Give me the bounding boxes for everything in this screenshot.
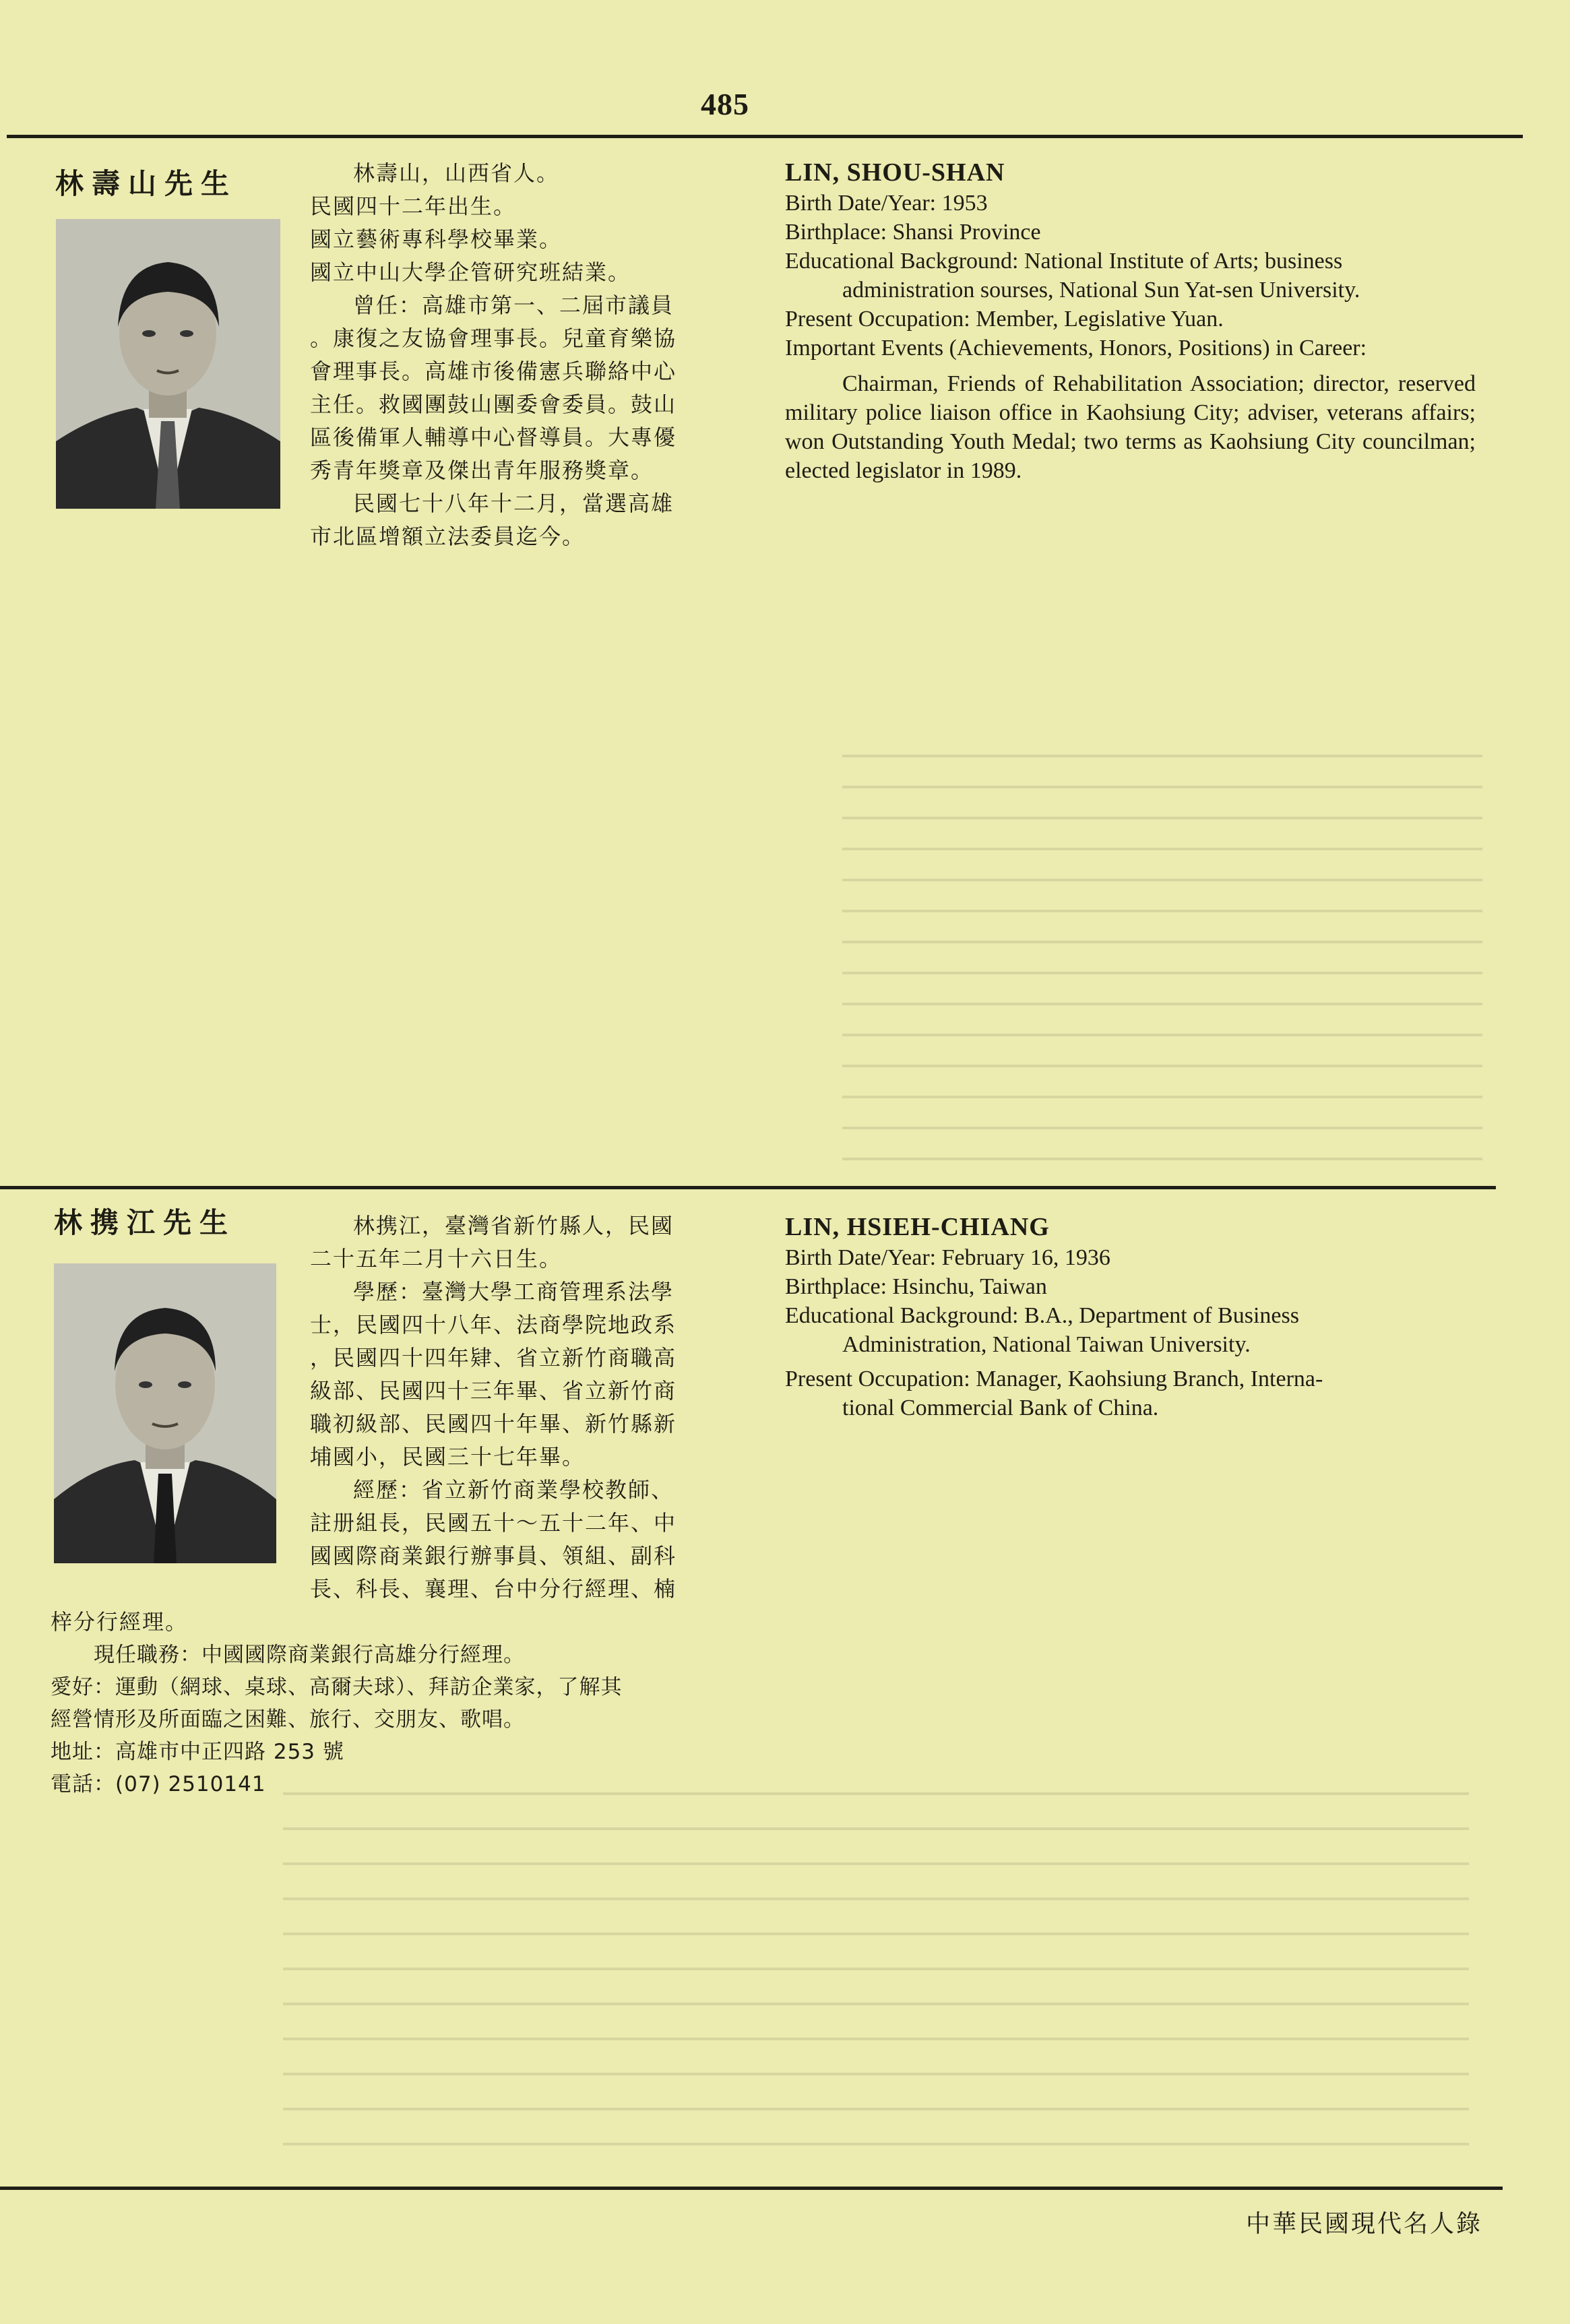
- bio-line: 級部、民國四十三年畢、省立新竹商: [310, 1378, 677, 1404]
- bio-line: 梓分行經理。: [51, 1609, 189, 1635]
- important-events-label: Important Events (Achievements, Honors, Positions) in Career:: [785, 336, 1367, 360]
- bio-line: 經歷：省立新竹商業學校教師、: [353, 1477, 674, 1503]
- birth-date: Birth Date/Year: February 16, 1936: [785, 1245, 1110, 1270]
- present-occupation: Present Occupation: Manager, Kaohsiung Branch, Interna-: [785, 1367, 1323, 1391]
- chinese-biography-tail: [51, 1606, 455, 1639]
- portrait-photo: [54, 1263, 276, 1563]
- bio-line: 註册組長，民國五十～五十二年、中: [310, 1510, 677, 1536]
- bio-line: 主任。救國團鼓山團委會委員。鼓山: [310, 391, 677, 417]
- biography-entry-2: [0, 1189, 1570, 2187]
- bio-line: 民國七十八年十二月，當選高雄: [353, 491, 674, 516]
- bio-line: 國國際商業銀行辦事員、領組、副科: [310, 1543, 677, 1569]
- bio-line: 會理事長。高雄市後備憲兵聯絡中心: [310, 358, 677, 384]
- education-continued: Administration, National Taiwan University.: [842, 1332, 1251, 1357]
- bio-line: 林携江，臺灣省新竹縣人，民國: [353, 1213, 674, 1238]
- birthplace: Birthplace: Hsinchu, Taiwan: [785, 1274, 1047, 1299]
- english-biography: [785, 158, 1476, 485]
- bio-line: 秀青年獎章及傑出青年服務獎章。: [310, 458, 654, 483]
- important-events: Chairman, Friends of Rehabilitation Association; director, reserved military police liaison office in Kaohsiung City; adviser, veterans affairs; won Outstanding Youth Medal; two terms as Kaohsiung City councilman; elected legislator in 1989.: [785, 371, 1476, 483]
- bio-line: 埔國小，民國三十七年畢。: [310, 1444, 586, 1470]
- contact-details: [51, 1639, 758, 1800]
- bio-line: 林壽山，山西省人。: [353, 160, 560, 186]
- current-position: 現任職務：中國國際商業銀行高雄分行經理。: [94, 1643, 525, 1667]
- hobbies-continued: 經營情形及所面臨之困難、旅行、交朋友、歌唱。: [51, 1707, 525, 1732]
- address: 地址：高雄市中正四路 253 號: [51, 1740, 344, 1764]
- name-chinese: 林壽山先生: [55, 167, 238, 200]
- bio-line: 職初級部、民國四十年畢、新竹縣新: [310, 1411, 677, 1437]
- bio-line: 士，民國四十八年、法商學院地政系: [310, 1312, 677, 1338]
- hobbies: 愛好：運動（網球、桌球、高爾夫球）、拜訪企業家，了解其: [51, 1675, 623, 1699]
- bio-line: 學歷：臺灣大學工商管理系法學: [353, 1279, 674, 1305]
- occupation-continued: tional Commercial Bank of China.: [842, 1395, 1159, 1420]
- bio-line: 國立中山大學企管研究班結業。: [310, 259, 631, 285]
- page-number: 485: [701, 87, 749, 121]
- birth-date: Birth Date/Year: 1953: [785, 191, 988, 216]
- chinese-biography: [310, 157, 728, 553]
- chinese-biography: [310, 1210, 728, 1606]
- bio-line: 曾任：高雄市第一、二屆市議員: [353, 292, 674, 318]
- bio-line: 國立藝術專科學校畢業。: [310, 226, 563, 252]
- present-occupation: Present Occupation: Member, Legislative Yuan.: [785, 307, 1224, 332]
- portrait-photo: [56, 219, 280, 509]
- book-title-footer: 中華民國現代名人錄: [1245, 2210, 1482, 2238]
- bio-line: 長、科長、襄理、台中分行經理、楠: [310, 1576, 677, 1602]
- name-english: LIN, SHOU-SHAN: [785, 158, 1005, 187]
- bio-line: ，民國四十四年肄、省立新竹商職高: [310, 1345, 677, 1371]
- phone: 電話：(07) 2510141: [51, 1772, 266, 1796]
- name-english: LIN, HSIEH-CHIANG: [785, 1213, 1050, 1241]
- bio-line: 區後備軍人輔導中心督導員。大專優: [310, 425, 677, 450]
- english-biography: [785, 1213, 1486, 1422]
- education-label: Educational Background: National Institute of Arts; business: [785, 249, 1343, 274]
- bio-line: 。康復之友協會理事長。兒童育樂協: [310, 325, 677, 351]
- education-continued: administration sourses, National Sun Yat-sen University.: [842, 278, 1360, 303]
- bottom-rule: [0, 2187, 1503, 2190]
- education-label: Educational Background: B.A., Department of Business: [785, 1303, 1299, 1328]
- bio-line: 市北區增額立法委員迄今。: [310, 524, 586, 549]
- name-chinese: 林携江先生: [54, 1206, 237, 1239]
- biography-entry-1: [0, 138, 1570, 1186]
- birthplace: Birthplace: Shansi Province: [785, 220, 1041, 245]
- bio-line: 二十五年二月十六日生。: [310, 1246, 563, 1271]
- bio-line: 民國四十二年出生。: [310, 193, 517, 219]
